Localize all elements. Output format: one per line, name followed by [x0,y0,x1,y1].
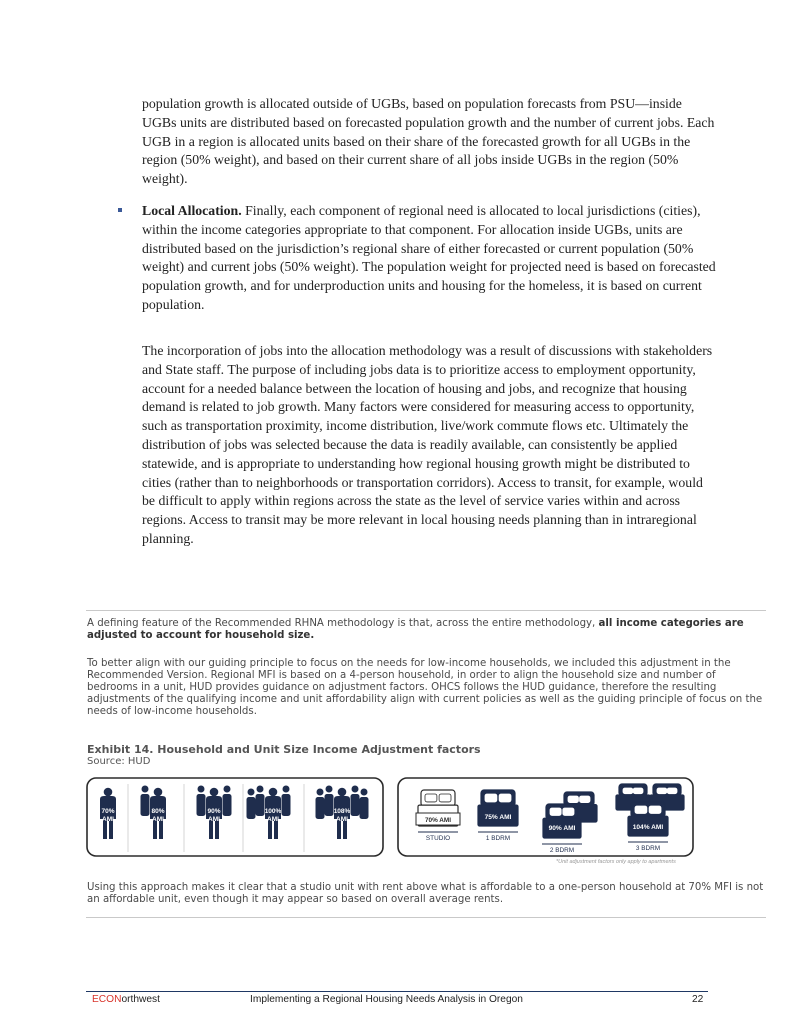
household-person-main-head [210,788,219,797]
household-pct-label: 108% [333,808,351,815]
brand-econ: ECON [92,994,122,1005]
paragraph-text: population growth is allocated outside of UGBs, based on population forecasts from PSU—inside UGBs units are distributed based on forecasted population growth and the number of current jobs. Each UGB in a region is allocated units based on their share of the forecasted growth for all UGBs in the region (50% weight), and based on their current share of all jobs inside UGBs in the region (50% weight). [142,96,715,187]
callout-paragraph: To better align with our guiding principle to focus on the needs for low-income households, we included this adjustment in the Recommended Version. Regional MFI is based on a 4-person household, in order to align the household size and number of bedrooms in a unit, HUD provides guidance on adjustment factors. OHCS follows the HUD guidance, therefore the resulting adjustments of the qualifying income and unit affordability align with current policies as well as the guiding principle of focus on the needs of low-income households. [87,658,763,717]
footer-document-title: Implementing a Regional Housing Needs Analysis in Oregon [250,994,523,1005]
bullet-marker [118,208,122,212]
bdrm1-unit-label: 1 BDRM [485,835,511,842]
exhibit-title: Exhibit 14. Household and Unit Size Income Adjustment factors [87,743,481,756]
household-pct-label: 80% [151,808,165,815]
bdrm3-ami-label: 104% AMI [632,824,664,831]
household-person-main-head [338,788,347,797]
household-person-main-head [269,788,278,797]
household-person-side-1-body [325,794,334,816]
brand-rest: orthwest [121,994,160,1005]
household-ami-label: AMI [102,816,114,823]
figure-footnote: *Unit adjustment factors only apply to apartments [556,859,676,865]
bullet-heading: Local Allocation. [142,203,242,218]
bdrm1-bed-pillow-left [485,794,497,802]
household-person-side-1-body [256,794,265,816]
exhibit-source: Source: HUD [87,756,151,767]
callout-intro-bold: all income categories are adjusted to account for household size. [87,618,744,641]
household-person-main-head [154,788,163,797]
bdrm3-bed-front-pillow-right [649,806,661,813]
bullet-local-allocation [142,202,717,315]
household-person-side-2-head [352,786,359,793]
household-person-side-1-head [257,786,264,793]
bdrm3-bed-left-pillow-left [623,788,633,794]
household-person-side-4-body [360,797,369,819]
household-person-side-1-head [142,786,149,793]
household-person-side-1-body [197,794,206,816]
bdrm2-bed-back-pillow-right [580,796,591,803]
callout-bottom-rule [86,917,766,918]
household-ami-label: AMI [152,816,164,823]
paragraph-text: The incorporation of jobs into the allocation methodology was a result of discussions with stakeholders and State staff. The purpose of including jobs data is to prioritize access to employment opportunity, account for a needed balance between the location of housing and jobs, and recognize that housing demand is related to job growth. Many factors were considered for measuring access to opportunity, such as transportation proximity, income distribution, live/work commute flows etc. Ultimately the distribution of jobs was selected because the data is readily available, can consistently be applied statewide, and is appropriate to understanding how regional housing growth might be distributed to cities (rather than to neighborhoods or transportation corridors). Access to transit, for example, would be difficult to apply within regions across the state as the level of service varies within and across regions. Access to transit may be more relevant in local housing needs planning than in intraregional planning. [142,343,713,546]
callout-intro-plain: A defining feature of the Recommended RHNA methodology is that, across the entire methodology, [87,618,599,629]
studio-bed-pillow-left [425,794,437,802]
bullet-text: Finally, each component of regional need is allocated to local jurisdictions (cities), within the income categories appropriate to that component. For allocation inside UGBs, units are distributed based on the jurisdiction’s regional share of either forecasted or current population (50% weight) and current jobs (50% weight). The population weight for projected need is based on forecasted population growth, and for underproduction units and housing for the homeless, it is based on current population. [142,203,716,312]
household-person-main-head [104,788,113,797]
footer-rule [86,991,708,992]
callout-top-rule [86,610,766,611]
studio-ami-label: 70% AMI [424,817,452,824]
household-person-side-3-head [317,789,324,796]
household-person-side-4-head [361,789,368,796]
household-ami-label: AMI [336,816,348,823]
footer-page-number: 22 [692,994,704,1005]
household-person-side-2-head [283,786,290,793]
bdrm3-bed-right-pillow-right [667,788,677,794]
bdrm2-bed-front-pillow-left [550,808,561,815]
household-unit-size-figure [86,776,706,868]
callout-conclusion: Using this approach makes it clear that a studio unit with rent above what is affordable to a one-person household at 70% MFI is not an affordable unit, even though it may appear so based on overall average rents. [87,882,764,905]
bdrm2-bed-back-pillow-left [568,796,579,803]
household-person-side-1-head [198,786,205,793]
household-ami-label: AMI [267,816,279,823]
bdrm3-unit-label: 3 BDRM [635,845,661,852]
household-ami-label: AMI [208,816,220,823]
household-person-side-3-body [316,797,325,819]
studio-bed-pillow-right [439,794,451,802]
household-person-side-2-head [224,786,231,793]
household-pct-label: 90% [207,808,221,815]
household-person-side-3-head [248,789,255,796]
bullet-paragraph [142,202,717,315]
bdrm1-bed-pillow-right [499,794,511,802]
household-pct-label: 70% [101,808,115,815]
household-person-side-2-body [282,794,291,816]
callout-intro [87,618,767,642]
bdrm3-bed-right-pillow-left [657,788,667,794]
bdrm1-ami-label: 75% AMI [484,814,512,821]
footer-brand [92,994,160,1005]
household-person-side-2-body [223,794,232,816]
bdrm2-unit-label: 2 BDRM [549,847,575,854]
bdrm3-bed-left-pillow-right [633,788,643,794]
bdrm2-bed-front-pillow-right [563,808,574,815]
body-paragraph-continuation [142,95,717,189]
body-paragraph-jobs [142,342,717,549]
household-pct-label: 100% [264,808,282,815]
household-person-side-3-body [247,797,256,819]
household-person-side-1-body [141,794,150,816]
bdrm2-ami-label: 90% AMI [548,825,576,832]
household-person-side-1-head [326,786,333,793]
studio-unit-label: STUDIO [425,835,451,842]
bdrm3-bed-front-pillow-left [635,806,647,813]
household-person-side-2-body [351,794,360,816]
